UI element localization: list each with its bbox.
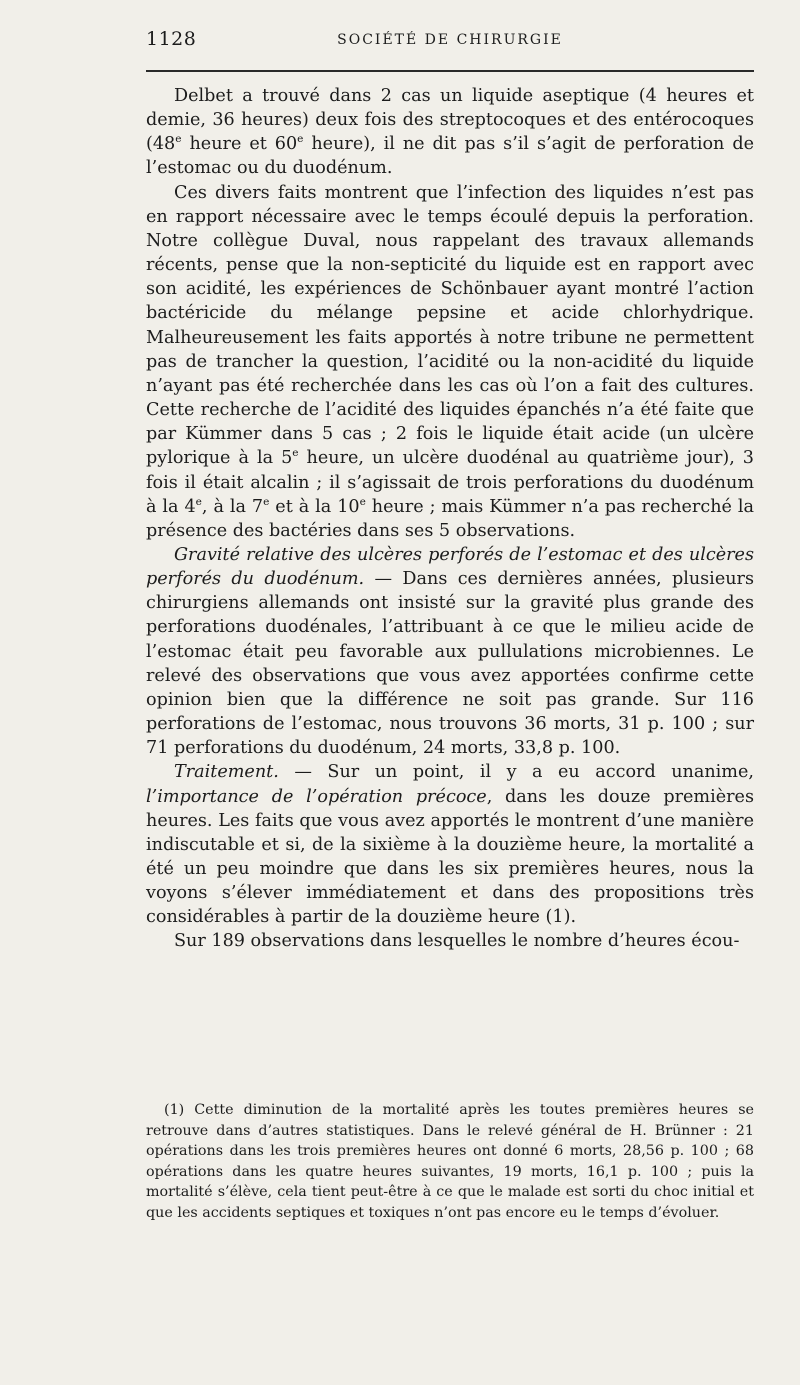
paragraph-traitement: Traitement. — Sur un point, il y a eu accord unanime, l’importance de l’opération précoce, dans les douze premières heures. Les faits que vous avez apportés le montrent d’une manière indiscutable et si, de la sixième à la douzième heure, la mortalité a été un peu moindre que dans les six premières heures, nous la voyons s’élever immédiatement et dans des propositions très considérables à partir de la douzième heure (1). — [146, 762, 754, 928]
body-text — [146, 84, 754, 954]
header-rule — [146, 70, 754, 72]
paragraph-gravite: Gravité relative des ulcères perforés de l’estomac et des ulcères perforés du duodénum. — Dans ces dernières années, plusieurs chirurgiens allemands ont insisté sur la gravité plus grande des perforations duodénales, l’attribuant à ce que le milieu acide de l’estomac était peu favorable aux pullulations microbiennes. Le relevé des observations que vous avez apportées confirme cette opinion bien que la différence ne soit pas grande. Sur 116 perforations de l’estomac, nous trouvons 36 morts, 31 p. 100 ; sur 71 perforations du duodénum, 24 morts, 33,8 p. 100. — [146, 544, 754, 759]
page-number: 1128 — [146, 28, 197, 50]
running-head: SOCIÉTÉ DE CHIRURGIE — [337, 32, 563, 48]
section-heading-traitement: Traitement. — [174, 762, 279, 783]
page-header — [146, 28, 754, 58]
footnote-block — [146, 1100, 754, 1223]
footnote-1: (1) Cette diminution de la mortalité après les toutes premières heures se retrouve dans d’autres statistiques. Dans le relevé général de H. Brünner : 21 opérations dans les trois premières heures ont donné 6 morts, 28,56 p. 100 ; 68 opérations dans les quatre heures suivantes, 19 morts, 16,1 p. 100 ; puis la mortalité s’élève, cela tient peut-être à ce que le malade est sorti du choc initial et que les accidents septiques et toxiques n’ont pas encore eu le temps d’évoluer. — [146, 1102, 754, 1221]
emphasis-operation-precoce: l’importance de l’opération précoce — [146, 786, 487, 807]
paragraph-delbet: Delbet a trouvé dans 2 cas un liquide aseptique (4 heures et demie, 36 heures) deux fois des streptocoques et des entérocoques (48e heure et 60e heure), il ne dit pas s’il s’agit de perforation de l’estomac ou du duodénum. — [146, 86, 754, 179]
section-heading-gravite: Gravité relative des ulcères perforés de l’estomac et des ulcères perforés du duodénum. — [146, 544, 754, 590]
paragraph-infection: Ces divers faits montrent que l’infection des liquides n’est pas en rapport nécessaire avec le temps écoulé depuis la perforation. Notre collègue Duval, nous rappelant des travaux allemands récents, pense que la non-septicité du liquide est en rapport avec son acidité, les expériences de Schönbauer ayant montré l’action bactéricide du mélange pepsine et acide chlorhydrique. Malheureusement les faits apportés à notre tribune ne permettent pas de trancher la question, l’acidité ou la non-acidité du liquide n’ayant pas été recherchée dans les cas où l’on a fait des cultures. Cette recherche de l’acidité des liquides épanchés n’a été faite que par Kümmer dans 5 cas ; 2 fois le liquide était acide (un ulcère pylorique à la 5e heure, un ulcère duodénal au quatrième jour), 3 fois il était alcalin ; il s’agissait de trois perforations du duodénum à la 4e, à la 7e et à la 10e heure ; mais Kümmer n’a pas recherché la présence des bactéries dans ses 5 observations. — [146, 182, 755, 541]
paragraph-observations: Sur 189 observations dans lesquelles le nombre d’heures écou- — [174, 931, 740, 952]
